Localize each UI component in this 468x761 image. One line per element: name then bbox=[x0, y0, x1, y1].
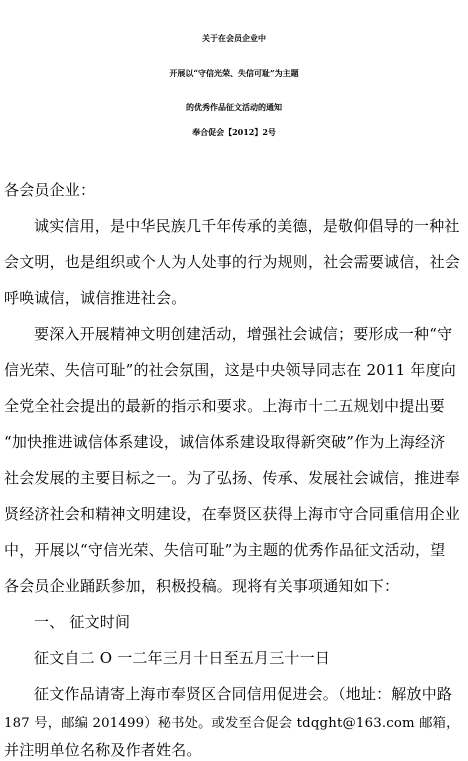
body-line: “加快推进诚信体系建设，诚信体系建设取得新突破”作为上海经济 bbox=[4, 433, 446, 451]
salutation: 各会员企业： bbox=[4, 181, 96, 199]
body-line: 并注明单位名称及作者姓名。 bbox=[4, 741, 202, 759]
body-line: 中，开展以“守信光荣、失信可耻”为主题的优秀作品征文活动，望 bbox=[4, 541, 446, 559]
body-line: 诚实信用，是中华民族几千年传承的美德，是敬仰倡导的一种社 bbox=[34, 217, 460, 235]
title-line-1: 关于在会员企业中 bbox=[202, 33, 266, 43]
title-line-2: 开展以“守信光荣、失信可耻”为主题 bbox=[169, 68, 299, 78]
body-line: 全党全社会提出的最新的指示和要求。上海市十二五规划中提出要 bbox=[4, 397, 445, 415]
section-heading: 一、 征文时间 bbox=[34, 613, 131, 631]
body-line: 各会员企业踊跃参加，积极投稿。现将有关事项通知如下： bbox=[4, 577, 400, 595]
body-line: 征文自二 O 一二年三月十日至五月三十一日 bbox=[34, 649, 331, 667]
body-line: 征文作品请寄上海市奉贤区合同信用促进会。（地址：解放中路 bbox=[34, 685, 453, 703]
title-line-3: 的优秀作品征文活动的通知 bbox=[186, 102, 282, 112]
body-line: 信光荣、失信可耻”的社会氛围，这是中央领导同志在 2011 年度向 bbox=[4, 361, 456, 379]
body-line: 呼唤诚信，诚信推进社会。 bbox=[4, 289, 187, 307]
body-line: 贤经济社会和精神文明建设，在奉贤区获得上海市守合同重信用企业 bbox=[4, 505, 461, 523]
body-line: 要深入开展精神文明创建活动，增强社会诚信；要形成一种“守 bbox=[34, 325, 453, 343]
document-number: 奉合促会【2012】2号 bbox=[192, 127, 276, 137]
body-line: 会文明，也是组织或个人为人处事的行为规则，社会需要诚信，社会 bbox=[4, 253, 461, 271]
body-line: 社会发展的主要目标之一。为了弘扬、传承、发展社会诚信，推进奉 bbox=[4, 469, 461, 487]
body-line: 187 号，邮编 201499）秘书处。或发至合促会 tdqght@163.com 邮箱， bbox=[4, 716, 460, 731]
